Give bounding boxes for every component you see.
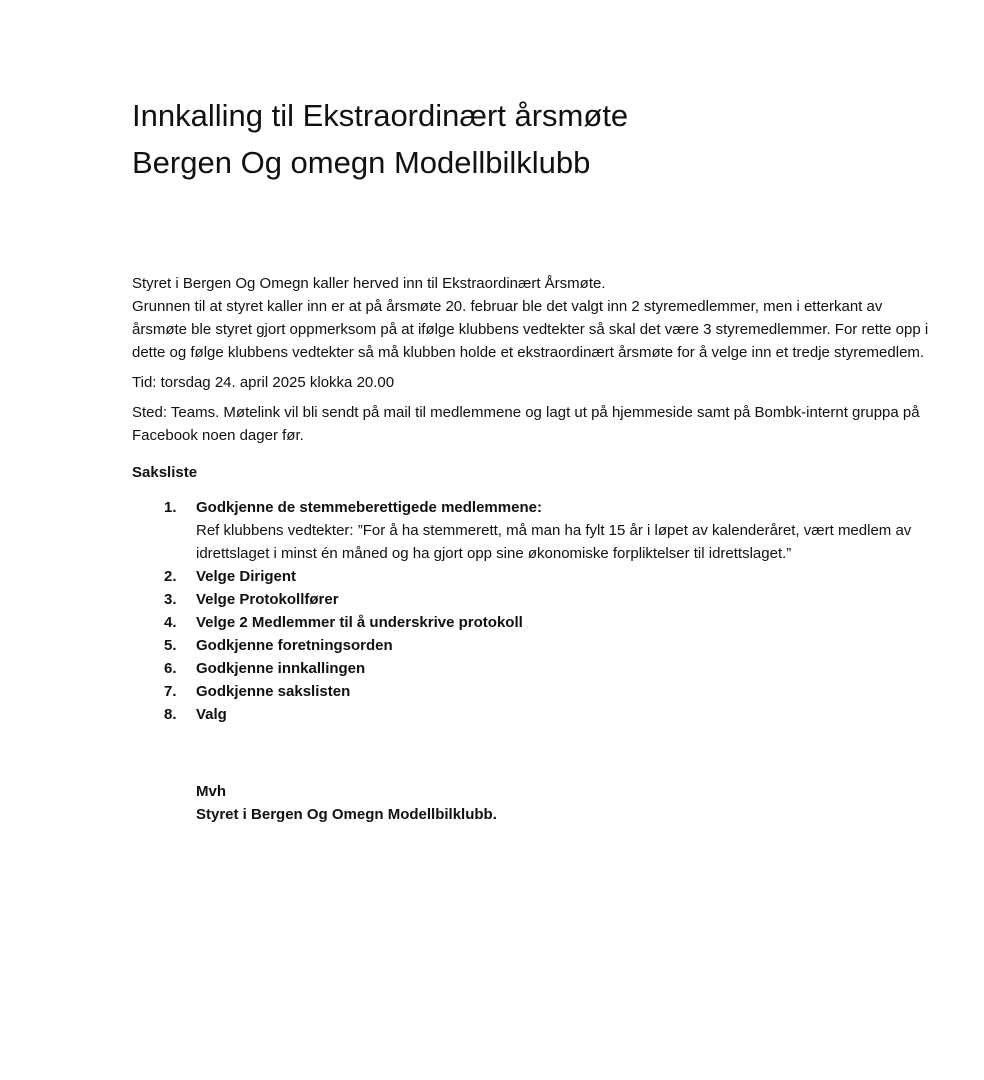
agenda-item-title: Velge Protokollfører xyxy=(196,591,339,608)
document-body xyxy=(132,272,932,826)
agenda-item-title: Godkjenne de stemmeberettigede medlemmene: xyxy=(196,499,542,516)
reason-paragraph xyxy=(132,272,932,364)
agenda-item xyxy=(132,611,932,634)
agenda-item xyxy=(132,496,932,565)
agenda-item-number: 3. xyxy=(164,591,177,608)
meeting-place: Sted: Teams. Møtelink vil bli sendt på mail til medlemmene og lagt ut på hjemmeside samt på Bombk-internt gruppa på Facebook noen dager før. xyxy=(132,404,920,444)
agenda-item xyxy=(132,703,932,726)
agenda-item xyxy=(132,634,932,657)
agenda-item-title: Godkjenne sakslisten xyxy=(196,683,351,700)
agenda-item xyxy=(132,565,932,588)
agenda-list xyxy=(132,496,932,726)
agenda-item-number: 6. xyxy=(164,660,177,677)
agenda-item-number: 1. xyxy=(164,499,177,516)
agenda-item xyxy=(132,588,932,611)
agenda-item-number: 4. xyxy=(164,614,177,631)
meeting-time: Tid: torsdag 24. april 2025 klokka 20.00 xyxy=(132,374,395,391)
agenda-item-title: Valg xyxy=(196,706,227,723)
closing-signature: Styret i Bergen Og Omegn Modellbilklubb. xyxy=(196,806,497,823)
agenda-item-number: 5. xyxy=(164,637,177,654)
agenda-heading: Saksliste xyxy=(132,464,198,481)
agenda-item-number: 8. xyxy=(164,706,177,723)
document-title xyxy=(132,92,932,186)
agenda-item-number: 2. xyxy=(164,568,177,585)
closing-greeting: Mvh xyxy=(196,783,226,800)
agenda-item xyxy=(132,680,932,703)
reason-text: Grunnen til at styret kaller inn er at på årsmøte 20. februar ble det valgt inn 2 styremedlemmer, men i etterkant av årsmøte ble styret gjort oppmerksom på at ifølge klubbens vedtekter så skal det være 3 styremedlemmer. For rette opp i dette og følge klubbens vedtekter så må klubben holde et ekstraordinært årsmøte for å velge inn et tredje styremedlem. xyxy=(132,298,929,361)
intro-line: Styret i Bergen Og Omegn kaller herved inn til Ekstraordinært Årsmøte. xyxy=(132,275,606,292)
agenda-item-description: Ref klubbens vedtekter: ”For å ha stemmerett, må man ha fylt 15 år i løpet av kalenderåret, vært medlem av idrettslaget i minst én måned og ha gjort opp sine økonomiske forpliktelser til idrettslaget.” xyxy=(196,522,912,562)
agenda-item-title: Velge Dirigent xyxy=(196,568,297,585)
agenda-item-title: Godkjenne foretningsorden xyxy=(196,637,393,654)
agenda-item xyxy=(132,657,932,680)
closing-block xyxy=(132,780,932,826)
agenda-item-title: Velge 2 Medlemmer til å underskrive protokoll xyxy=(196,614,523,631)
title-line-1: Innkalling til Ekstraordinært årsmøte xyxy=(132,98,629,133)
title-line-2: Bergen Og omegn Modellbilklubb xyxy=(132,145,591,180)
agenda-item-number: 7. xyxy=(164,683,177,700)
agenda-item-title: Godkjenne innkallingen xyxy=(196,660,366,677)
